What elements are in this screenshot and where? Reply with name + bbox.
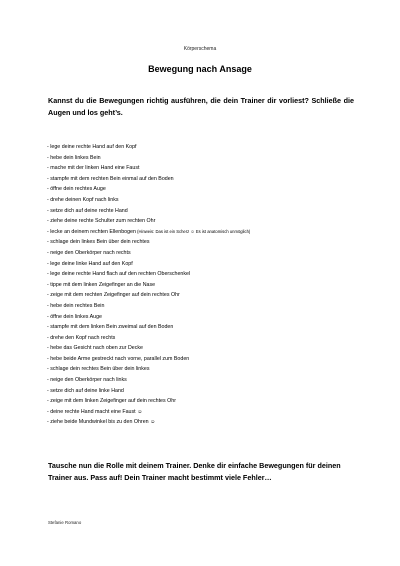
- list-item: - öffne dein rechtes Auge: [47, 186, 106, 193]
- list-item: - stampfe mit dem linken Bein zweimal auf den Boden: [47, 324, 174, 331]
- page-title: Bewegung nach Ansage: [148, 64, 252, 74]
- list-item: - stampfe mit dem rechten Bein einmal auf den Boden: [47, 175, 174, 182]
- list-item: - schlage dein rechtes Bein über dein linkes: [47, 366, 150, 373]
- author-footer: Stefanie Romano: [48, 520, 82, 525]
- list-item: - lege deine rechte Hand auf den Kopf: [47, 144, 137, 150]
- list-item: - ziehe beide Mundwinkel bis zu den Ohren ☺: [47, 419, 156, 426]
- list-item: - zeige mit dem linken Zeigefinger auf dein rechtes Ohr: [47, 398, 176, 405]
- joke-hint: (Hinweis: Das ist ein Scherz ☺ Es ist anatomisch unmöglich): [135, 228, 251, 234]
- intro-text: Kannst du die Bewegungen richtig ausführen, die dein Trainer dir vorliest? Schließe die Augen und los geht’s.: [48, 96, 354, 117]
- list-item: - zeige mit dem rechten Zeigefinger auf dein rechtes Ohr: [47, 292, 180, 299]
- list-item: - hebe beide Arme gestreckt nach vorne, parallel zum Boden: [47, 355, 190, 362]
- list-item: - lege deine rechte Hand flach auf den rechten Oberschenkel: [47, 271, 191, 278]
- list-item: - lege deine linke Hand auf den Kopf: [47, 260, 133, 267]
- list-item: - tippe mit dem linken Zeigefinger an die Nase: [47, 281, 156, 288]
- list-item: - ziehe deine rechte Schulter zum rechten Ohr: [47, 218, 156, 225]
- list-item: - drehe den Kopf nach rechts: [47, 334, 116, 341]
- list-item: - lecke an deinem rechten Ellenbogen (Hinweis: Das ist ein Scherz ☺ Es ist anatomisch unmöglich): [47, 228, 251, 235]
- list-item: - drehe deinen Kopf nach links: [47, 196, 119, 203]
- instruction-list: [47, 142, 367, 428]
- list-item: - schlage dein linkes Bein über dein rechtes: [47, 239, 150, 246]
- outro-text: Tausche nun die Rolle mit deinem Trainer. Denke dir einfache Bewegungen für deinen Trainer aus. Pass auf! Dein Trainer macht bestimmt viele Fehler…: [48, 461, 341, 482]
- list-item: - neige den Oberkörper nach rechts: [47, 249, 131, 256]
- list-item: - hebe dein rechtes Bein: [47, 302, 105, 309]
- list-item: - hebe dein linkes Bein: [47, 154, 101, 161]
- list-item: - hebe das Gesicht nach oben zur Decke: [47, 345, 143, 352]
- list-item: - setze dich auf deine rechte Hand: [47, 207, 128, 214]
- list-item: - deine rechte Hand macht eine Faust ☺: [47, 408, 143, 415]
- list-item: - öffne dein linkes Auge: [47, 313, 102, 320]
- list-item: - setze dich auf deine linke Hand: [47, 387, 124, 394]
- list-item: - neige den Oberkörper nach links: [47, 377, 127, 384]
- subject-label: Körperschema: [183, 46, 217, 52]
- list-item: - mache mit der linken Hand eine Faust: [47, 165, 140, 172]
